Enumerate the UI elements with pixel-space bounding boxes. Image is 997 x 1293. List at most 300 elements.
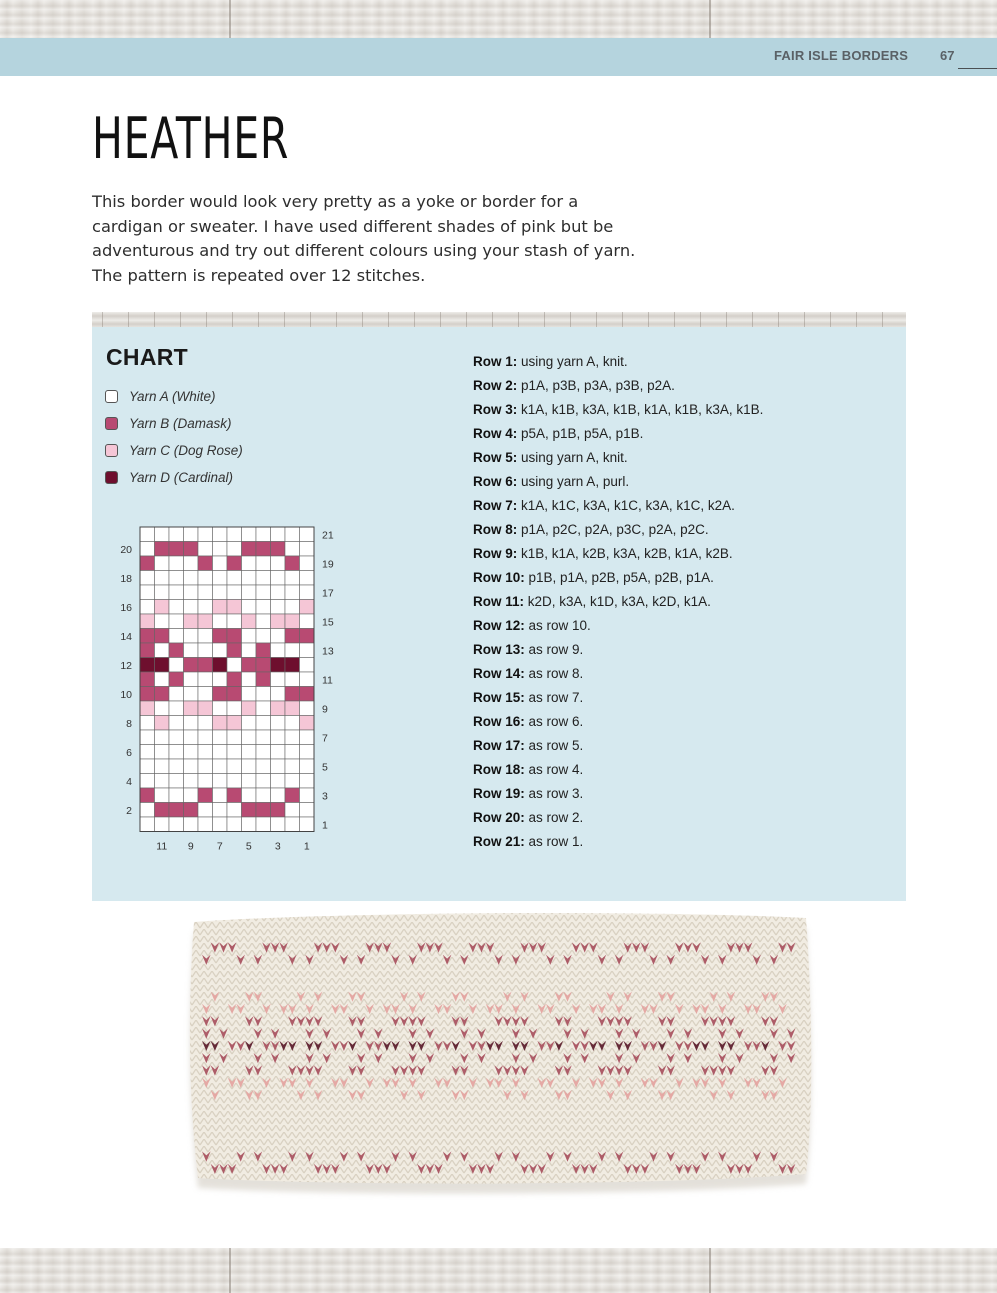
- chart-cell: [227, 556, 242, 571]
- chart-axis-label: 6: [126, 746, 132, 759]
- chart-cell: [213, 730, 228, 745]
- chart-cell: [285, 745, 300, 760]
- chart-cell: [256, 571, 271, 586]
- row-instruction: [473, 784, 763, 808]
- row-text: as row 9.: [524, 642, 584, 657]
- chart-cell: [256, 716, 271, 731]
- chart-cell: [227, 629, 242, 644]
- chart-cell: [155, 745, 170, 760]
- chart-cell: [271, 803, 286, 818]
- chart-cell: [213, 542, 228, 557]
- chart-axis-label: 19: [322, 558, 334, 571]
- chart-cell: [213, 687, 228, 702]
- chart-cell: [184, 817, 199, 832]
- chart-cell: [184, 571, 199, 586]
- row-instruction: [473, 712, 763, 736]
- chart-cell: [227, 658, 242, 673]
- legend-item-yarn-c: [105, 437, 243, 464]
- chart-cell: [285, 774, 300, 789]
- chart-cell: [227, 527, 242, 542]
- chart-cell: [140, 585, 155, 600]
- chart-cell: [213, 803, 228, 818]
- chart-cell: [285, 629, 300, 644]
- chart-cell: [300, 585, 315, 600]
- chart-cell: [184, 701, 199, 716]
- chart-cell: [169, 614, 184, 629]
- row-instruction: [473, 808, 763, 832]
- chart-cell: [169, 600, 184, 615]
- section-title: FAIR ISLE BORDERS: [774, 48, 909, 63]
- row-label: Row 16:: [473, 714, 525, 729]
- chart-cell: [227, 600, 242, 615]
- intro-paragraph: This border would look very pretty as a yoke or border for a cardigan or sweater. I have used different shades of pink but be adventurous and try out different colours using your stash of yarn. The pattern is repeated over 12 stitches.: [92, 192, 636, 285]
- chart-cell: [300, 701, 315, 716]
- chart-cell: [213, 716, 228, 731]
- row-text: p1B, p1A, p2B, p5A, p2B, p1A.: [524, 570, 714, 585]
- chart-cell: [227, 788, 242, 803]
- chart-cell: [198, 527, 213, 542]
- chart-cell: [271, 716, 286, 731]
- yarn-d-swatch: [105, 471, 118, 484]
- chart-cell: [285, 730, 300, 745]
- chart-cell: [155, 730, 170, 745]
- chart-cell: [271, 527, 286, 542]
- chart-cell: [300, 730, 315, 745]
- row-label: Row 12:: [473, 618, 525, 633]
- chart-cell: [256, 759, 271, 774]
- row-label: Row 3:: [473, 402, 518, 417]
- chart-cell: [242, 585, 257, 600]
- chart-cell: [155, 788, 170, 803]
- chart-axis-label: 15: [322, 616, 334, 629]
- chart-cell: [285, 571, 300, 586]
- chart-cell: [198, 672, 213, 687]
- chart-cell: [140, 716, 155, 731]
- chart-cell: [213, 672, 228, 687]
- chart-cell: [256, 600, 271, 615]
- chart-cell: [300, 672, 315, 687]
- chart-cell: [227, 672, 242, 687]
- chart-cell: [169, 527, 184, 542]
- chart-cell: [198, 687, 213, 702]
- chart-cell: [242, 527, 257, 542]
- row-instruction: [473, 760, 763, 784]
- chart-cell: [184, 803, 199, 818]
- chart-cell: [227, 585, 242, 600]
- chart-cell: [227, 701, 242, 716]
- chart-cell: [227, 687, 242, 702]
- chart-cell: [271, 600, 286, 615]
- row-label: Row 21:: [473, 834, 525, 849]
- chart-cell: [256, 643, 271, 658]
- row-instruction: [473, 520, 763, 544]
- chart-axis-label: 8: [126, 717, 132, 730]
- legend-label: Yarn D (Cardinal): [129, 470, 234, 485]
- chart-cell: [300, 614, 315, 629]
- row-text: as row 3.: [524, 786, 584, 801]
- chart-cell: [256, 672, 271, 687]
- chart-cell: [169, 687, 184, 702]
- chart-axis-label: 3: [322, 790, 328, 803]
- chart-cell: [227, 803, 242, 818]
- chart-cell: [169, 672, 184, 687]
- row-label: Row 19:: [473, 786, 525, 801]
- chart-cell: [155, 643, 170, 658]
- chart-cell: [140, 658, 155, 673]
- pattern-title: HEATHER: [92, 106, 290, 172]
- chart-cell: [285, 803, 300, 818]
- chart-cell: [256, 817, 271, 832]
- row-instruction: [473, 352, 763, 376]
- row-text: k2D, k3A, k1D, k3A, k2D, k1A.: [524, 594, 711, 609]
- chart-cell: [213, 585, 228, 600]
- chart-cell: [169, 817, 184, 832]
- chart-cell: [242, 556, 257, 571]
- chart-cell: [198, 600, 213, 615]
- row-label: Row 13:: [473, 642, 525, 657]
- chart-heading: CHART: [106, 344, 188, 370]
- chart-cell: [198, 803, 213, 818]
- chart-cell: [140, 687, 155, 702]
- chart-axis-label: 17: [322, 587, 334, 600]
- chart-cell: [184, 774, 199, 789]
- chart-cell: [140, 643, 155, 658]
- chart-cell: [227, 542, 242, 557]
- chart-cell: [155, 585, 170, 600]
- row-label: Row 6:: [473, 474, 518, 489]
- chart-cell: [300, 687, 315, 702]
- chart-cell: [213, 788, 228, 803]
- chart-cell: [140, 774, 155, 789]
- row-instruction: [473, 592, 763, 616]
- chart-cell: [184, 716, 199, 731]
- chart-cell: [184, 527, 199, 542]
- chart-cell: [184, 759, 199, 774]
- chart-cell: [285, 687, 300, 702]
- chart-cell: [285, 643, 300, 658]
- chart-cell: [300, 629, 315, 644]
- row-instruction: [473, 568, 763, 592]
- chart-cell: [300, 571, 315, 586]
- chart-cell: [198, 716, 213, 731]
- chart-cell: [300, 542, 315, 557]
- chart-cell: [256, 687, 271, 702]
- chart-cell: [169, 716, 184, 731]
- chart-cell: [213, 643, 228, 658]
- chart-cell: [213, 614, 228, 629]
- chart-cell: [184, 556, 199, 571]
- chart-cell: [256, 745, 271, 760]
- chart-cell: [285, 817, 300, 832]
- chart-cell: [271, 730, 286, 745]
- chart-cell: [140, 556, 155, 571]
- chart-cell: [213, 571, 228, 586]
- chart-cell: [271, 643, 286, 658]
- chart-cell: [198, 571, 213, 586]
- row-label: Row 2:: [473, 378, 518, 393]
- chart-cell: [242, 643, 257, 658]
- row-instruction: [473, 688, 763, 712]
- chart-cell: [198, 629, 213, 644]
- chart-cell: [213, 745, 228, 760]
- row-label: Row 5:: [473, 450, 518, 465]
- chart-cell: [242, 730, 257, 745]
- chart-cell: [227, 643, 242, 658]
- chart-cell: [213, 629, 228, 644]
- chart-cell: [300, 600, 315, 615]
- chart-cell: [140, 745, 155, 760]
- row-label: Row 14:: [473, 666, 525, 681]
- chart-cell: [242, 803, 257, 818]
- row-instruction: [473, 424, 763, 448]
- chart-cell: [155, 600, 170, 615]
- row-text: as row 5.: [524, 738, 584, 753]
- chart-cell: [140, 701, 155, 716]
- chart-axis-label: 9: [322, 703, 328, 716]
- chart-cell: [213, 701, 228, 716]
- chart-cell: [256, 788, 271, 803]
- chart-cell: [155, 571, 170, 586]
- chart-cell: [300, 716, 315, 731]
- chart-cell: [256, 614, 271, 629]
- yarn-b-swatch: [105, 417, 118, 430]
- chart-cell: [169, 788, 184, 803]
- row-instruction: [473, 400, 763, 424]
- chart-cell: [271, 571, 286, 586]
- chart-axis-label: 18: [120, 572, 132, 585]
- chart-cell: [227, 759, 242, 774]
- chart-axis-label: 7: [216, 840, 223, 853]
- chart-cell: [140, 527, 155, 542]
- wood-texture-top: [0, 0, 997, 38]
- row-label: Row 17:: [473, 738, 525, 753]
- chart-cell: [140, 672, 155, 687]
- chart-cell: [242, 759, 257, 774]
- row-instruction: [473, 616, 763, 640]
- chart-cell: [285, 556, 300, 571]
- row-text: p1A, p3B, p3A, p3B, p2A.: [517, 378, 675, 393]
- chart-cell: [198, 788, 213, 803]
- chart-cell: [227, 817, 242, 832]
- chart-cell: [169, 643, 184, 658]
- chart-cell: [256, 527, 271, 542]
- chart-cell: [300, 556, 315, 571]
- yarn-a-swatch: [105, 390, 118, 403]
- row-instructions: [473, 352, 763, 856]
- chart-cell: [169, 585, 184, 600]
- stitch-chart-grid: [100, 520, 350, 860]
- chart-axis-label: 4: [126, 775, 132, 788]
- chart-cell: [213, 817, 228, 832]
- chart-cell: [300, 817, 315, 832]
- chart-cell: [242, 687, 257, 702]
- chart-cell: [155, 759, 170, 774]
- chart-cell: [213, 658, 228, 673]
- chart-axis-label: 5: [245, 840, 252, 853]
- chart-axis-label: 14: [120, 630, 132, 643]
- chart-cell: [242, 672, 257, 687]
- chart-cell: [242, 788, 257, 803]
- chart-cell: [271, 672, 286, 687]
- chart-axis-label: 20: [120, 543, 132, 556]
- chart-cell: [256, 658, 271, 673]
- chart-cell: [140, 542, 155, 557]
- chart-axis-label: 1: [322, 819, 328, 832]
- row-label: Row 11:: [473, 594, 525, 609]
- row-label: Row 15:: [473, 690, 525, 705]
- page-number: 67: [940, 48, 955, 63]
- chart-cell: [169, 803, 184, 818]
- chart-cell: [271, 774, 286, 789]
- chart-cell: [155, 542, 170, 557]
- chart-cell: [271, 701, 286, 716]
- chart-cell: [169, 542, 184, 557]
- chart-cell: [271, 614, 286, 629]
- page-number-rule: [958, 68, 997, 69]
- chart-cell: [300, 759, 315, 774]
- wood-texture-bottom: [0, 1248, 997, 1293]
- chart-cell: [256, 803, 271, 818]
- chart-cell: [271, 585, 286, 600]
- chart-cell: [242, 542, 257, 557]
- chart-cell: [271, 759, 286, 774]
- chart-cell: [242, 701, 257, 716]
- row-label: Row 1:: [473, 354, 518, 369]
- chart-cell: [184, 600, 199, 615]
- chart-cell: [198, 585, 213, 600]
- chart-cell: [285, 585, 300, 600]
- chart-cell: [155, 687, 170, 702]
- chart-axis-label: 2: [126, 804, 132, 817]
- row-text: k1B, k1A, k2B, k3A, k2B, k1A, k2B.: [517, 546, 733, 561]
- chart-cell: [155, 629, 170, 644]
- legend-label: Yarn C (Dog Rose): [129, 443, 243, 458]
- row-label: Row 7:: [473, 498, 518, 513]
- chart-cell: [155, 614, 170, 629]
- chart-cell: [213, 527, 228, 542]
- chart-cell: [155, 803, 170, 818]
- chart-cell: [184, 585, 199, 600]
- chart-cell: [242, 774, 257, 789]
- chart-cell: [242, 745, 257, 760]
- chart-cell: [300, 774, 315, 789]
- chart-cell: [184, 745, 199, 760]
- chart-cell: [242, 817, 257, 832]
- chart-cell: [140, 817, 155, 832]
- chart-cell: [169, 745, 184, 760]
- row-instruction: [473, 544, 763, 568]
- legend-item-yarn-d: [105, 464, 243, 491]
- chart-cell: [256, 701, 271, 716]
- row-label: Row 18:: [473, 762, 525, 777]
- chart-cell: [285, 759, 300, 774]
- chart-cell: [198, 774, 213, 789]
- chart-cell: [198, 730, 213, 745]
- row-instruction: [473, 640, 763, 664]
- chart-cell: [256, 542, 271, 557]
- row-text: k1A, k1B, k3A, k1B, k1A, k1B, k3A, k1B.: [517, 402, 764, 417]
- chart-cell: [300, 643, 315, 658]
- row-text: as row 8.: [524, 666, 584, 681]
- chart-cell: [256, 730, 271, 745]
- chart-cell: [271, 542, 286, 557]
- chart-cell: [242, 614, 257, 629]
- chart-cell: [271, 788, 286, 803]
- legend-label: Yarn A (White): [129, 389, 216, 404]
- yarn-legend: [105, 383, 243, 491]
- row-instruction: [473, 448, 763, 472]
- chart-cell: [140, 600, 155, 615]
- chart-cell: [285, 658, 300, 673]
- chart-cell: [155, 817, 170, 832]
- chart-cell: [285, 600, 300, 615]
- chart-cell: [285, 672, 300, 687]
- chart-cell: [300, 788, 315, 803]
- chart-cell: [169, 730, 184, 745]
- row-text: p1A, p2C, p2A, p3C, p2A, p2C.: [517, 522, 709, 537]
- row-text: k1A, k1C, k3A, k1C, k3A, k1C, k2A.: [517, 498, 735, 513]
- row-text: as row 1.: [524, 834, 584, 849]
- chart-cell: [285, 527, 300, 542]
- chart-cell: [227, 745, 242, 760]
- chart-cell: [198, 556, 213, 571]
- chart-cell: [227, 774, 242, 789]
- chart-cell: [227, 614, 242, 629]
- legend-label: Yarn B (Damask): [129, 416, 232, 431]
- chart-cell: [169, 629, 184, 644]
- chart-cell: [242, 658, 257, 673]
- chart-cell: [198, 817, 213, 832]
- chart-cell: [198, 759, 213, 774]
- row-instruction: [473, 664, 763, 688]
- chart-axis-label: 9: [187, 840, 194, 853]
- chart-cell: [140, 759, 155, 774]
- chart-axis-label: 5: [322, 761, 328, 774]
- row-instruction: [473, 736, 763, 760]
- chart-cell: [184, 788, 199, 803]
- row-text: as row 6.: [524, 714, 584, 729]
- chart-cell: [169, 571, 184, 586]
- chart-cell: [227, 730, 242, 745]
- chart-axis-label: 16: [120, 601, 132, 614]
- chart-cell: [271, 658, 286, 673]
- chart-cell: [242, 629, 257, 644]
- row-text: as row 7.: [524, 690, 584, 705]
- chart-cell: [256, 774, 271, 789]
- chart-cell: [155, 701, 170, 716]
- chart-cell: [155, 658, 170, 673]
- row-text: using yarn A, knit.: [517, 450, 628, 465]
- legend-item-yarn-b: [105, 410, 243, 437]
- chart-cell: [213, 774, 228, 789]
- chart-cell: [169, 774, 184, 789]
- chart-cell: [213, 556, 228, 571]
- chart-cell: [184, 658, 199, 673]
- chart-cell: [242, 716, 257, 731]
- chart-cell: [300, 658, 315, 673]
- chart-cell: [184, 542, 199, 557]
- chart-cell: [271, 687, 286, 702]
- row-label: Row 20:: [473, 810, 525, 825]
- chart-cell: [242, 571, 257, 586]
- chart-axis-label: 11: [156, 840, 168, 853]
- row-instruction: [473, 472, 763, 496]
- chart-cell: [256, 585, 271, 600]
- chart-axis-label: 12: [120, 659, 132, 672]
- chart-cell: [184, 614, 199, 629]
- chart-cell: [198, 745, 213, 760]
- row-text: using yarn A, knit.: [517, 354, 628, 369]
